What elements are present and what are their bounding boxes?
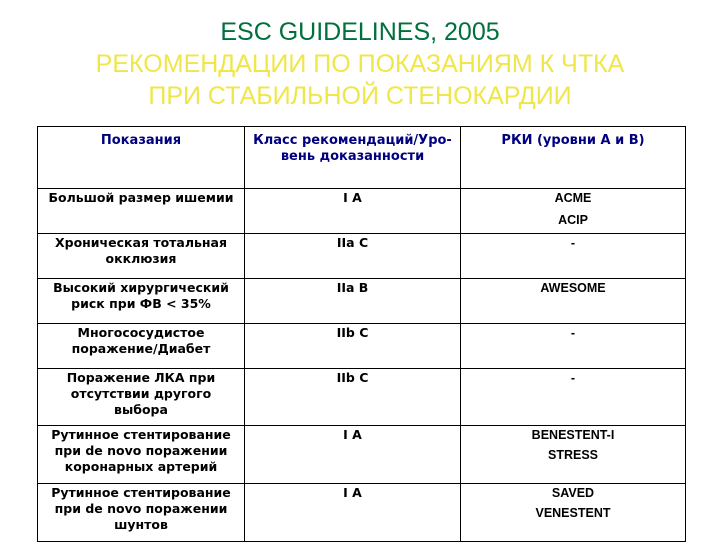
rct-trial: AWESOME <box>540 281 606 295</box>
class-cell: I A <box>245 426 461 484</box>
title-line-1: ESC GUIDELINES, 2005 <box>220 18 500 46</box>
rct-trial: - <box>570 371 576 385</box>
class-cell: IIb C <box>245 324 461 369</box>
table-row <box>38 426 686 484</box>
indication-cell: Большой размер ишемии <box>38 189 245 234</box>
table-row <box>38 189 686 234</box>
indication-cell: Рутинное стентирование при de novo поражении коронарных артерий <box>38 426 245 484</box>
class-cell: IIa C <box>245 234 461 279</box>
table-row <box>38 484 686 542</box>
rct-trial: VENESTENT <box>535 506 611 520</box>
rct-trial: BENESTENT-I <box>531 428 615 442</box>
indication-cell: Рутинное стентирование при de novo поражении шунтов <box>38 484 245 542</box>
rct-cell <box>461 189 686 234</box>
class-cell: I A <box>245 484 461 542</box>
rct-cell <box>461 484 686 542</box>
rct-trial: STRESS <box>547 448 598 462</box>
table-row <box>38 279 686 324</box>
rct-cell <box>461 426 686 484</box>
class-cell: I A <box>245 189 461 234</box>
rct-trial: SAVED <box>551 486 595 500</box>
rct-trial: - <box>570 236 576 250</box>
table-header-row <box>38 127 686 189</box>
rct-cell <box>461 279 686 324</box>
indication-cell: Многососудистое поражение/Диабет <box>38 324 245 369</box>
indication-cell: Хроническая тотальная окклюзия <box>38 234 245 279</box>
slide-title <box>0 16 720 112</box>
rct-cell <box>461 324 686 369</box>
title-line-2: РЕКОМЕНДАЦИИ ПО ПОКАЗАНИЯМ К ЧТКА <box>95 50 625 78</box>
indication-cell: Высокий хирургический риск при ФВ < 35% <box>38 279 245 324</box>
rct-trial: - <box>570 326 576 340</box>
rct-cell <box>461 369 686 426</box>
title-line-3: ПРИ СТАБИЛЬНОЙ СТЕНОКАРДИИ <box>148 82 572 110</box>
indication-cell: Поражение ЛКА при отсутствии другого выбора <box>38 369 245 426</box>
header-class: Класс рекомендаций/Уро-вень доказанности <box>245 127 461 189</box>
class-cell: IIb C <box>245 369 461 426</box>
class-cell: IIa B <box>245 279 461 324</box>
table-row <box>38 324 686 369</box>
header-indications: Показания <box>38 127 245 189</box>
recommendations-table <box>37 126 686 542</box>
rct-trial: ACME <box>554 191 592 205</box>
header-rct: РКИ (уровни А и В) <box>461 127 686 189</box>
table-row <box>38 234 686 279</box>
rct-cell <box>461 234 686 279</box>
table-row <box>38 369 686 426</box>
rct-trial: ACIP <box>558 213 588 227</box>
